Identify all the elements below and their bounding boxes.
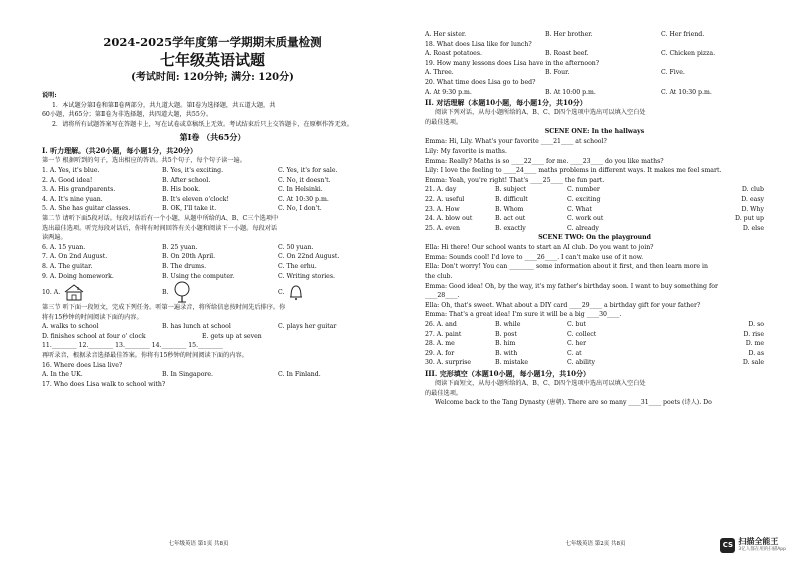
option: C. 50 yuan. bbox=[278, 243, 314, 251]
option-label: 10. A. bbox=[42, 288, 61, 296]
option: 8. A. The guitar. bbox=[42, 262, 93, 270]
option: D. Why bbox=[741, 205, 764, 213]
option: A. Three. bbox=[425, 69, 454, 77]
option: 28. A. me bbox=[425, 340, 455, 348]
question-row bbox=[42, 272, 383, 282]
option: 24. A. blow out bbox=[425, 215, 473, 223]
page-2-footer: 七年级英语 第2页 共8页 bbox=[565, 541, 626, 547]
question-row bbox=[42, 243, 383, 253]
dialogue-line: Ella: Oh, that's sweet. What about a DIY card ____29____ a birthday gift for your father? bbox=[425, 301, 701, 309]
question-row bbox=[42, 166, 383, 176]
notes-title: 说明: bbox=[42, 92, 57, 99]
option: C. work out bbox=[567, 215, 604, 223]
dialogue-line: Ella: Don't worry! You can ________ some information about it first, and then learn more in bbox=[425, 263, 708, 271]
option-label: C. bbox=[278, 288, 285, 296]
question-row bbox=[42, 262, 383, 272]
note-1b: 60小题，共65分；第Ⅱ卷为非选择题，共四道大题，共55分。 bbox=[42, 111, 213, 119]
option: C. but bbox=[567, 321, 586, 329]
option: C. plays her guitar bbox=[278, 323, 337, 331]
option: 29. A. for bbox=[425, 349, 455, 357]
option: C. Chicken pizza. bbox=[661, 50, 716, 58]
option: B. The drums. bbox=[162, 262, 207, 270]
scene-2-title: SCENE TWO: On the playground bbox=[538, 234, 651, 242]
option: C. At 10:30 p.m. bbox=[661, 88, 712, 96]
question-row bbox=[425, 214, 764, 224]
section-3-intro-b: 的最佳选项。 bbox=[425, 389, 463, 397]
bell-icon bbox=[287, 283, 305, 301]
question-row bbox=[425, 330, 764, 340]
scene-2-questions bbox=[425, 320, 764, 368]
question-row bbox=[425, 320, 764, 330]
option: 7. A. On 2nd August. bbox=[42, 253, 108, 261]
dialogue-line: Ella: Hi there! Our school wants to start an AI club. Do you want to join? bbox=[425, 244, 654, 252]
note-1a: 1．本试题分第Ⅰ卷和第Ⅱ卷两部分，共九道大题。第Ⅰ卷为选择题，共五道大题，共 bbox=[52, 101, 276, 109]
option: A. Her sister. bbox=[425, 31, 467, 38]
dialogue-line: Emma: Sounds cool! I'd love to ____26____. I can't make use of it now. bbox=[425, 253, 644, 261]
section-2-intro-b: 的最佳选项。 bbox=[425, 118, 463, 126]
page-2 bbox=[397, 0, 794, 561]
option: B. post bbox=[495, 330, 517, 338]
section-1-title: Ⅰ. 听力理解。（共20小题，每小题1分，共20分） bbox=[42, 146, 198, 156]
question-18: 18. What does Lisa like for lunch? bbox=[425, 40, 532, 48]
question-row bbox=[425, 224, 764, 234]
dialogue-line: the club. bbox=[425, 273, 453, 281]
part-1-questions bbox=[42, 166, 383, 214]
picture-option-c bbox=[278, 283, 305, 301]
part-2-questions bbox=[42, 243, 383, 281]
question-10-pictures bbox=[42, 281, 383, 303]
option: E. gets up at seven bbox=[202, 332, 262, 340]
option: B. with bbox=[495, 349, 518, 357]
option: B. After school. bbox=[162, 176, 211, 184]
volume-title: 第Ⅰ卷 （共65分） bbox=[179, 132, 246, 143]
part-1-intro: 第一节 根据听到的句子，选出相应的答语。共5个句子，每个句子读一遍。 bbox=[42, 157, 246, 165]
note-2: 2．请将所有试题答案写在答题卡上，写在试卷或草稿纸上无效。考试结束后只上交答题卡，在原框作答无效。 bbox=[52, 120, 353, 128]
section-3-title: III. 完形填空（本题10小题，每小题1分，共10分） bbox=[425, 369, 591, 378]
option: C. On 22nd August. bbox=[278, 253, 340, 261]
passage-line: Welcome back to the Tang Dynasty (唐朝). There are so many ____31____ poets (诗人). Do bbox=[435, 399, 712, 407]
option: 23. A. How bbox=[425, 205, 460, 213]
question-row bbox=[425, 195, 764, 205]
question-19-options bbox=[425, 68, 764, 78]
option: B. exactly bbox=[495, 224, 526, 232]
question-row bbox=[425, 205, 764, 215]
option: A. Roast potatoes. bbox=[425, 50, 482, 58]
scanner-watermark bbox=[720, 537, 786, 553]
question-16: 16. Where does Lisa live? bbox=[42, 361, 123, 369]
option: B. him bbox=[495, 340, 516, 348]
option: C. In Finland. bbox=[278, 371, 321, 379]
option: 25. A. even bbox=[425, 224, 461, 232]
option: 2. A. Good idea! bbox=[42, 176, 93, 184]
option: B. Using the computer. bbox=[162, 272, 235, 280]
exam-title: 2024-2025学年度第一学期期末质量检测 bbox=[103, 35, 322, 49]
watermark-subtitle: 3亿人都在用的扫描App bbox=[738, 547, 786, 552]
option: C. The erhu. bbox=[278, 262, 317, 270]
house-icon bbox=[63, 282, 85, 302]
option: D. easy bbox=[741, 195, 764, 203]
part-3-options-row bbox=[42, 332, 383, 342]
scene-1-title: SCENE ONE: In the hallways bbox=[544, 128, 645, 136]
option: 26. A. and bbox=[425, 321, 457, 329]
option-label: B. bbox=[162, 288, 169, 296]
question-row bbox=[425, 358, 764, 368]
option: B. 25 yuan. bbox=[162, 243, 198, 251]
option: D. finishes school at four o' clock bbox=[42, 332, 146, 340]
option: C. exciting bbox=[567, 195, 601, 203]
option: B. At 10:00 p.m. bbox=[545, 88, 596, 96]
dialogue-line: Lily: My favorite is maths. bbox=[425, 147, 507, 155]
subject-title: 七年级英语试题 bbox=[159, 51, 265, 69]
option: B. Yes, it's exciting. bbox=[162, 166, 224, 174]
option: A. walks to school bbox=[42, 323, 99, 331]
option: D. else bbox=[742, 224, 764, 232]
question-20-options bbox=[425, 88, 764, 98]
option: B. In Singapore. bbox=[162, 371, 214, 379]
question-17: 17. Who does Lisa walk to school with? bbox=[42, 380, 166, 388]
scene-1-questions bbox=[425, 185, 764, 233]
option: C. Her friend. bbox=[661, 31, 705, 38]
option: 22. A. useful bbox=[425, 195, 465, 203]
question-16-options bbox=[42, 370, 383, 380]
option: D. sale bbox=[742, 359, 764, 367]
section-3-intro-a: 阅读下面短文，从每小题所给的A、B、C、D四个选项中选出可以填入空白处 bbox=[435, 380, 646, 387]
option: C. her bbox=[567, 340, 587, 348]
option: C. number bbox=[567, 186, 600, 194]
question-row bbox=[42, 195, 383, 205]
question-row bbox=[425, 185, 764, 195]
option: D. club bbox=[741, 186, 764, 194]
option: D. put up bbox=[734, 215, 764, 223]
dialogue-line: Emma: Hi, Lily. What's your favorite ____21____ at school? bbox=[425, 138, 607, 146]
option: B. It's eleven o'clock! bbox=[162, 195, 229, 203]
option: C. ability bbox=[567, 359, 596, 367]
question-row bbox=[425, 339, 764, 349]
option: D. rise bbox=[743, 330, 764, 338]
option: C. collect bbox=[567, 330, 597, 338]
option: B. difficult bbox=[495, 195, 528, 203]
option: 1. A. Yes, it's blue. bbox=[42, 166, 100, 174]
option: C. at bbox=[567, 349, 582, 357]
option: B. subject bbox=[495, 186, 527, 194]
question-row bbox=[42, 204, 383, 214]
option: B. Her brother. bbox=[545, 31, 593, 38]
part-2-intro-b: 选出最佳选项。听完每段对话后，你将有时间回答有关小题和阅读下一小题。每段对话 bbox=[42, 224, 278, 232]
option: C. Writing stories. bbox=[278, 272, 335, 280]
option: D. me bbox=[745, 340, 764, 348]
camscanner-logo-icon: CS bbox=[720, 538, 735, 553]
option: 6. A. 15 yuan. bbox=[42, 243, 86, 251]
option: 9. A. Doing homework. bbox=[42, 272, 114, 280]
option: B. His book. bbox=[162, 186, 201, 194]
option: 5. A. She has guitar classes. bbox=[42, 205, 131, 213]
option: C. Five. bbox=[661, 69, 685, 77]
option: B. OK, I'll take it. bbox=[162, 205, 217, 213]
part-3-options-row bbox=[42, 322, 383, 332]
part-3-blanks: 11.________ 12.________ 13.________ 14.________ 15.________ bbox=[42, 342, 223, 350]
watermark-text bbox=[738, 537, 786, 553]
section-2-intro-a: 阅读下列对话，从每小题所给的A、B、C、D四个选项中选出可以填入空白处 bbox=[435, 109, 646, 117]
option: B. Roast beef. bbox=[545, 50, 589, 58]
tree-icon bbox=[172, 281, 192, 303]
dialogue-line: Emma: Really? Maths is so ____22____ for me. ____23____ do you like maths? bbox=[425, 157, 664, 165]
option: D. so bbox=[748, 321, 764, 329]
part-3-intro-c: 再听录音，根据录音选择最佳答案。你将有15秒钟的时间阅读下面的内容。 bbox=[42, 352, 248, 360]
question-20: 20. What time does Lisa go to bed? bbox=[425, 78, 536, 86]
section-2-title: II. 对话理解（本题10小题，每小题1分，共10分） bbox=[425, 98, 587, 108]
option: C. Yes, it's for sale. bbox=[278, 166, 338, 174]
part-3-intro-b: 将有15秒钟的时间阅读下面的内容。 bbox=[42, 313, 143, 321]
dialogue-line: Emma: Yeah, you're right! That's ____25____ the fun part. bbox=[425, 176, 605, 184]
dialogue-line: Emma: That's a great idea! I'm sure it will be a big ____30____. bbox=[425, 311, 622, 319]
question-row bbox=[42, 252, 383, 262]
option: C. What bbox=[567, 205, 592, 213]
option: 3. A. His grandparents. bbox=[42, 186, 116, 194]
option: B. while bbox=[495, 321, 521, 329]
question-18-options bbox=[425, 49, 764, 59]
dialogue-line: Emma: Good idea! Oh, by the way, it's my father's birthday soon. I want to buy something for bbox=[425, 282, 718, 290]
option: B. mistake bbox=[495, 359, 529, 367]
option: A. At 9:30 p.m. bbox=[425, 88, 472, 96]
option: 27. A. paint bbox=[425, 330, 462, 338]
option: B. has lunch at school bbox=[162, 323, 231, 331]
watermark-name: 扫描全能王 bbox=[738, 537, 779, 546]
part-2-intro-a: 第二节 请听下面5段对话。每段对话后有一个小题，从题中所给的A、B、C三个选项中 bbox=[42, 214, 279, 222]
option: B. On 20th April. bbox=[162, 253, 216, 261]
option: B. Four. bbox=[545, 69, 570, 77]
option: C. No, it doesn't. bbox=[278, 176, 331, 184]
question-row bbox=[425, 349, 764, 359]
option: B. act out bbox=[495, 215, 526, 223]
option: C. At 10:30 p.m. bbox=[278, 195, 329, 203]
option: C. In Helsinki. bbox=[278, 186, 323, 194]
option: 21. A. day bbox=[425, 186, 457, 194]
option: A. In the UK. bbox=[42, 371, 83, 379]
option: D. as bbox=[748, 349, 764, 357]
question-row bbox=[42, 176, 383, 186]
question-19: 19. How many lessons does Lisa have in the afternoon? bbox=[425, 59, 600, 67]
picture-option-b bbox=[162, 281, 278, 303]
part-3-intro-a: 第三节 听下面一段短文，完成下列任务。听第一遍录音，将所给信息按时间先后排序。你 bbox=[42, 304, 286, 312]
option: C. No, I don't. bbox=[278, 205, 322, 213]
dialogue-line: ____28____. bbox=[425, 292, 460, 300]
question-row bbox=[42, 185, 383, 195]
option: B. Whom bbox=[495, 205, 524, 213]
exam-info: (考试时间: 120分钟; 满分: 120分) bbox=[131, 72, 294, 83]
option: 30. A. surprise bbox=[425, 359, 472, 367]
picture-option-a bbox=[42, 282, 162, 302]
option: C. already bbox=[567, 224, 599, 232]
page-1-footer: 七年级英语 第1页 共8页 bbox=[168, 541, 229, 547]
option: 4. A. It's nine yuan. bbox=[42, 195, 103, 203]
question-17-options bbox=[425, 30, 764, 40]
part-2-intro-c: 读两遍。 bbox=[42, 234, 67, 242]
dialogue-line: Lily: I love the feeling to ____24____ maths problems in different ways. It makes me feel smart. bbox=[425, 167, 722, 175]
